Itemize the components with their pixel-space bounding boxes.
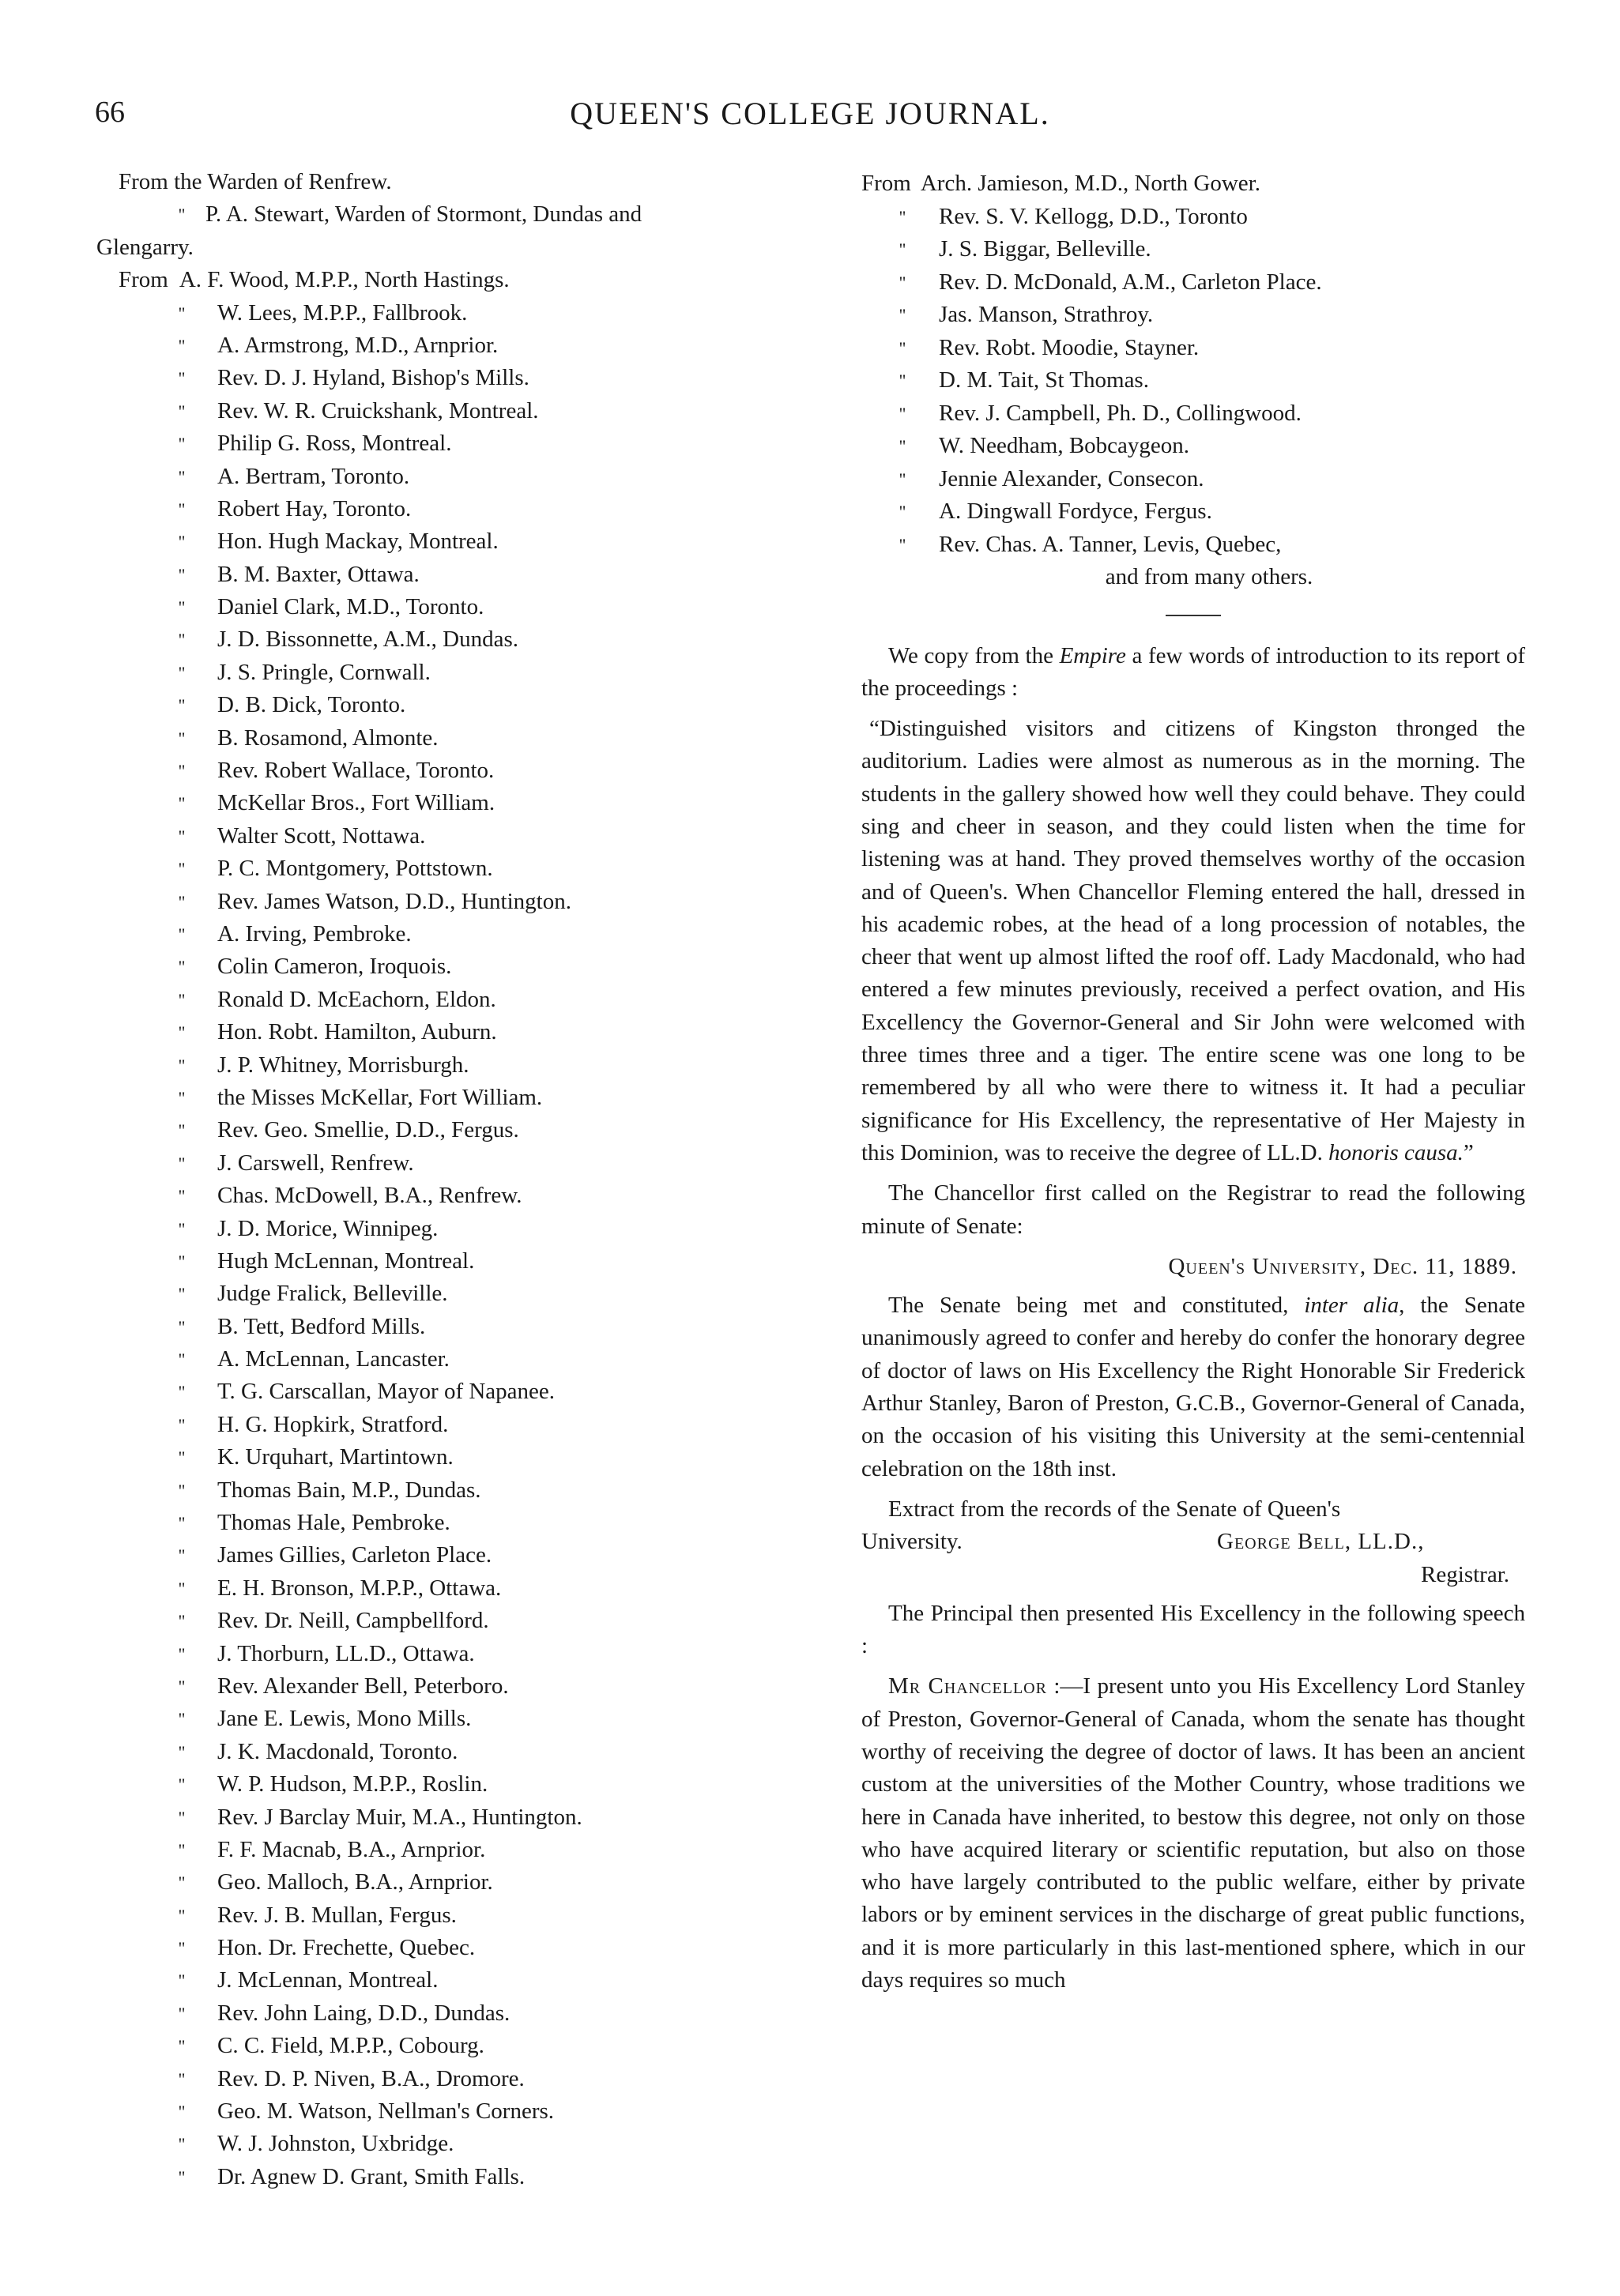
list-item-name: Ronald D. McEachorn, Eldon.	[217, 986, 496, 1012]
list-item-name: J. S. Biggar, Belleville.	[939, 236, 1151, 262]
list-item-name: D. M. Tait, St Thomas.	[939, 367, 1149, 393]
list-item	[119, 755, 798, 787]
list-item	[861, 495, 1525, 529]
ditto-mark: "	[178, 1447, 186, 1468]
list-item	[861, 529, 1525, 562]
list-item	[119, 1670, 798, 1703]
list-item-name: Rev. Geo. Smellie, D.D., Fergus.	[217, 1117, 519, 1143]
ditto-mark: "	[178, 1251, 186, 1271]
list-item	[119, 918, 798, 950]
list-item-name: W. P. Hudson, M.P.P., Roslin.	[217, 1771, 488, 1797]
list-item	[119, 1932, 798, 1964]
list-item-name: Geo. M. Watson, Nellman's Corners.	[217, 2098, 555, 2125]
list-item-name: J. K. Macdonald, Toronto.	[217, 1738, 458, 1764]
section-rule	[1166, 615, 1221, 616]
ditto-mark: "	[178, 205, 186, 225]
list-item-name: Hugh McLennan, Montreal.	[217, 1248, 475, 1274]
ditto-mark: "	[899, 206, 906, 227]
list-item	[119, 1441, 798, 1474]
list-item	[119, 2030, 798, 2062]
list-item	[861, 266, 1525, 299]
ditto-mark: "	[178, 564, 186, 585]
ditto-mark: "	[899, 469, 906, 489]
list-item-name: the Misses McKellar, Fort William.	[217, 1084, 543, 1110]
ditto-mark: "	[899, 534, 906, 555]
ditto-mark: "	[178, 1775, 186, 1795]
ditto-mark: "	[178, 1153, 186, 1173]
list-item	[119, 1964, 798, 1997]
ditto-mark: "	[178, 597, 186, 618]
right-column	[861, 167, 1525, 2004]
ditto-mark: "	[178, 335, 186, 356]
list-item-name: A. McLennan, Lancaster.	[217, 1346, 450, 1372]
list-item-name: J. P. Whitney, Morrisburgh.	[217, 1052, 469, 1078]
list-item	[119, 950, 798, 983]
list-item	[119, 1016, 798, 1048]
ditto-mark: "	[178, 1839, 186, 1860]
list-item	[119, 2095, 798, 2128]
list-item	[119, 1539, 798, 1571]
ditto-mark: "	[178, 695, 186, 716]
list-item	[119, 1082, 798, 1114]
list-item	[119, 1866, 798, 1899]
list-item	[119, 657, 798, 689]
list-item	[119, 689, 798, 721]
empire-intro: We copy from the Empire a few words of introduction to its report of the proceedings :	[861, 642, 1525, 701]
ditto-mark: "	[178, 1938, 186, 1959]
ditto-mark: "	[178, 1643, 186, 1664]
principal-speech: Mr Chancellor :—I present unto you His Excellency Lord Stanley of Preston, Governor-General of Canada, whom the senate has thought worthy of receiving the degree of doctor of laws. It has been an ancient custom at the universities of the Mother Country, whose traditions we here in Canada have inherited, to bestow this degree, not only on those who have acquired literary or scientific reputation, but also on those who have largely contributed to the public welfare, either by private labors or by eminent services in the discharge of great public functions, and it is more particularly in this last-mentioned sphere, which in our days requires so much	[861, 1673, 1525, 1993]
list-item	[119, 1572, 798, 1605]
list-item	[119, 853, 798, 885]
ditto-mark: "	[178, 957, 186, 977]
list-item	[861, 397, 1525, 431]
list-item	[119, 787, 798, 819]
ditto-mark: "	[178, 761, 186, 781]
list-item	[119, 2128, 798, 2160]
ditto-mark: "	[178, 532, 186, 552]
list-item-name: Rev. J. Campbell, Ph. D., Collingwood.	[939, 400, 1302, 426]
list-item-name: Robert Hay, Toronto.	[217, 495, 412, 521]
list-item	[119, 1801, 798, 1834]
list-item-name: Rev. J. B. Mullan, Fergus.	[217, 1902, 457, 1928]
ditto-mark: "	[899, 403, 906, 423]
list-item	[119, 395, 798, 427]
list-item-name: J. S. Pringle, Cornwall.	[217, 659, 431, 685]
list-item-name: McKellar Bros., Fort William.	[217, 790, 495, 816]
list-item	[119, 329, 798, 362]
list-item	[119, 1278, 798, 1310]
ditto-mark: "	[178, 2102, 186, 2122]
list-item-name: Rev. Robt. Moodie, Stayner.	[939, 334, 1200, 360]
list-item-name: A. Dingwall Fordyce, Fergus.	[939, 499, 1212, 524]
list-item-name: A. Irving, Pembroke.	[217, 920, 412, 947]
ditto-mark: "	[178, 2068, 186, 2089]
list-item-name: B. M. Baxter, Ottawa.	[217, 561, 420, 587]
list-item-name: Dr. Agnew D. Grant, Smith Falls.	[217, 2163, 526, 2189]
list-item	[119, 559, 798, 591]
list-item-name: Rev. James Watson, D.D., Huntington.	[217, 888, 571, 914]
list-item	[119, 297, 798, 329]
list-item	[119, 1507, 798, 1539]
ditto-mark: "	[178, 989, 186, 1010]
list-item	[119, 427, 798, 460]
ditto-mark: "	[178, 368, 186, 389]
from-label: From	[861, 171, 911, 196]
list-item	[119, 2161, 798, 2193]
ditto-mark: "	[178, 1349, 186, 1370]
ditto-mark: "	[178, 1513, 186, 1534]
ditto-mark: "	[899, 239, 906, 259]
list-item-name: Geo. Malloch, B.A., Arnprior.	[217, 1869, 493, 1895]
list-item-name: Jane E. Lewis, Mono Mills.	[217, 1706, 472, 1732]
list-item-name: B. Rosamond, Almonte.	[217, 725, 439, 751]
empire-quote: “Distinguished visitors and citizens of Kingston thronged the auditorium. Ladies were almost as numerous as in the morning. The students in the gallery showed how well they could behave. They could sing and cheer in season, and they could listen when the time for listening was at hand. They proved themselves worthy of the occasion and of Queen's. When Chancellor Fleming entered the hall, dressed in his academic robes, at the head of a long procession of notables, the cheer that went up almost lifted the roof off. Lady Macdonald, who had entered a few minutes previously, received a perfect ovation, and His Excellency the Governor-General and Sir John were welcomed with three times three and a tiger. The entire scene was one long to be remembered by all who were there to witness it. It had a peculiar significance for His Excellency, the representative of Her Majesty in this Dominion, was to receive the degree of LL.D. honoris causa.”	[861, 716, 1525, 1165]
ditto-mark: "	[178, 924, 186, 944]
list-item-name: Jennie Alexander, Consecon.	[939, 465, 1204, 491]
ditto-mark: "	[178, 1218, 186, 1239]
ditto-mark: "	[178, 728, 186, 748]
list-item-name: W. Lees, M.P.P., Fallbrook.	[217, 299, 468, 326]
list-item-name: J. Carswell, Renfrew.	[217, 1150, 414, 1176]
list-item	[119, 1180, 798, 1212]
ditto-mark: "	[899, 305, 906, 325]
list-item-name: Jas. Manson, Strathroy.	[939, 302, 1154, 327]
list-item	[861, 299, 1525, 332]
list-item	[119, 1997, 798, 2030]
list-item-name: W. J. Johnston, Uxbridge.	[217, 2131, 454, 2157]
list-item	[119, 1114, 798, 1146]
ditto-mark: "	[178, 303, 186, 323]
list-item	[119, 1768, 798, 1801]
ditto-mark: "	[178, 1676, 186, 1696]
ditto-mark: "	[178, 891, 186, 912]
page-number: 66	[95, 96, 125, 129]
list-item	[119, 984, 798, 1016]
list-item-name: Rev. Dr. Neill, Campbellford.	[217, 1608, 489, 1634]
ditto-mark: "	[899, 371, 906, 390]
ditto-mark: "	[178, 1087, 186, 1108]
ditto-mark: "	[178, 662, 186, 683]
ditto-mark: "	[178, 1284, 186, 1304]
list-item-name: James Gillies, Carleton Place.	[217, 1542, 492, 1568]
list-item	[119, 722, 798, 755]
warden-line: From the Warden of Renfrew.	[119, 169, 392, 194]
list-item-name: Rev. John Laing, D.D., Dundas.	[217, 2000, 510, 2026]
ditto-mark: "	[178, 1480, 186, 1500]
stewart-line-cont: Glengarry.	[96, 234, 194, 260]
list-item-name: B. Tett, Bedford Mills.	[217, 1313, 426, 1339]
journal-title: QUEEN'S COLLEGE JOURNAL.	[570, 96, 1050, 131]
ditto-mark: "	[178, 1611, 186, 1632]
ditto-mark: "	[178, 1120, 186, 1141]
list-item-name: K. Urquhart, Martintown.	[217, 1444, 454, 1470]
list-item-name: P. C. Montgomery, Pottstown.	[217, 856, 493, 882]
list-item	[119, 886, 798, 918]
signer-name: George Bell, LL.D.,	[1217, 1529, 1425, 1555]
list-item	[119, 1834, 798, 1866]
ditto-mark: "	[178, 2003, 186, 2023]
list-item-name: Rev. W. R. Cruickshank, Montreal.	[217, 397, 539, 423]
ditto-mark: "	[178, 1022, 186, 1043]
ditto-mark: "	[178, 1709, 186, 1730]
ditto-mark: "	[178, 1807, 186, 1827]
list-item	[119, 820, 798, 853]
list-item-name: T. G. Carscallan, Mayor of Napanee.	[217, 1379, 556, 1405]
list-item-name: J. McLennan, Montreal.	[217, 1967, 439, 1993]
list-item	[119, 1213, 798, 1245]
ditto-mark: "	[178, 499, 186, 519]
ditto-mark: "	[178, 1873, 186, 1893]
list-item-name: Judge Fralick, Belleville.	[217, 1281, 448, 1307]
list-item	[119, 1474, 798, 1507]
list-item	[861, 430, 1525, 463]
list-item-name: Rev. J Barclay Muir, M.A., Huntington.	[217, 1804, 582, 1830]
list-item	[119, 1703, 798, 1735]
from-label: From	[119, 267, 168, 293]
list-item-name: Thomas Hale, Pembroke.	[217, 1510, 450, 1536]
ditto-mark: "	[178, 826, 186, 846]
ditto-mark: "	[178, 1545, 186, 1566]
list-item	[861, 364, 1525, 397]
left-column	[96, 166, 798, 2193]
list-item	[861, 463, 1525, 496]
list-item	[119, 1245, 798, 1278]
list-item	[861, 233, 1525, 266]
list-item-name: F. F. Macnab, B.A., Arnprior.	[217, 1836, 486, 1862]
list-item-name: Hon. Robt. Hamilton, Auburn.	[217, 1019, 497, 1045]
list-item-name: Hon. Dr. Frechette, Quebec.	[217, 1935, 476, 1961]
list-item-name: Philip G. Ross, Montreal.	[217, 431, 452, 457]
list-item	[119, 1605, 798, 1637]
list-item	[119, 591, 798, 623]
list-item-name: A. Bertram, Toronto.	[217, 463, 410, 489]
ditto-mark: "	[178, 1741, 186, 1762]
ditto-mark: "	[178, 2036, 186, 2057]
ditto-mark: "	[178, 434, 186, 454]
extract-line: Extract from the records of the Senate of Queen's	[888, 1496, 1341, 1522]
ditto-mark: "	[178, 1905, 186, 1925]
list-item-name: Rev. Robert Wallace, Toronto.	[217, 758, 495, 784]
list-item-name: Thomas Bain, M.P., Dundas.	[217, 1477, 481, 1503]
signature-row: University. George Bell, LL.D.,	[861, 1526, 1525, 1558]
list-item-name: Chas. McDowell, B.A., Renfrew.	[217, 1183, 522, 1209]
list-item-name: J. Thorburn, LL.D., Ottawa.	[217, 1640, 475, 1666]
list-item	[861, 201, 1525, 234]
senate-minute: The Senate being met and constituted, inter alia, the Senate unanimously agreed to confer and hereby do confer the honorary degree of doctor of laws on His Excellency the Right Honorable Sir Frederick Arthur Stanley, Baron of Preston, G.C.B., Governor-General of Canada, on the occasion of his visiting this University at the semi-centennial celebration on the 18th inst.	[861, 1293, 1525, 1481]
list-item-name: D. B. Dick, Toronto.	[217, 692, 406, 718]
list-item	[119, 493, 798, 525]
list-item-name: Rev. Chas. A. Tanner, Levis, Quebec,	[939, 531, 1282, 557]
principal-paragraph: The Principal then presented His Excellency in the following speech :	[861, 1600, 1525, 1659]
list-item	[119, 2063, 798, 2095]
first-from-entry: From A. F. Wood, M.P.P., North Hastings.	[119, 267, 510, 293]
registrar-title: Registrar.	[1421, 1561, 1509, 1587]
list-item	[119, 623, 798, 656]
list-item	[119, 1638, 798, 1670]
list-item	[119, 1736, 798, 1768]
ditto-mark: "	[899, 272, 906, 292]
list-item	[119, 1409, 798, 1441]
list-item-name: Colin Cameron, Iroquois.	[217, 954, 452, 980]
ditto-mark: "	[899, 502, 906, 521]
ditto-mark: "	[178, 630, 186, 650]
ditto-mark: "	[178, 793, 186, 814]
ditto-mark: "	[178, 2134, 186, 2155]
ditto-mark: "	[178, 1414, 186, 1435]
list-item-name: Rev. D. McDonald, A.M., Carleton Place.	[939, 269, 1322, 295]
list-item-name: J. D. Morice, Winnipeg.	[217, 1215, 439, 1241]
list-item-name: Rev. S. V. Kellogg, D.D., Toronto	[939, 203, 1248, 229]
list-item-name: Daniel Clark, M.D., Toronto.	[217, 594, 484, 620]
ditto-mark: "	[178, 1186, 186, 1206]
ditto-mark: "	[178, 401, 186, 421]
ditto-mark: "	[178, 1578, 186, 1598]
ditto-mark: "	[178, 1382, 186, 1402]
list-item-name: Walter Scott, Nottawa.	[217, 822, 426, 849]
list-item-name: A. Armstrong, M.D., Arnprior.	[217, 332, 499, 358]
many-others-line: and from many others.	[1105, 564, 1313, 589]
list-item	[119, 1049, 798, 1082]
list-item-name: W. Needham, Bobcaygeon.	[939, 433, 1190, 458]
list-item-name: Rev. D. J. Hyland, Bishop's Mills.	[217, 365, 529, 391]
ditto-mark: "	[178, 2166, 186, 2187]
list-item	[119, 1899, 798, 1932]
list-item	[119, 1147, 798, 1180]
chancellor-paragraph: The Chancellor first called on the Registrar to read the following minute of Senate:	[861, 1180, 1525, 1239]
list-item-name: J. D. Bissonnette, A.M., Dundas.	[217, 627, 519, 653]
minute-date: Queen's University, Dec. 11, 1889.	[1168, 1253, 1517, 1279]
ditto-mark: "	[899, 337, 906, 358]
ditto-mark: "	[178, 1316, 186, 1337]
list-item	[861, 332, 1525, 365]
list-item-name: C. C. Field, M.P.P., Cobourg.	[217, 2033, 484, 2059]
ditto-mark: "	[178, 1055, 186, 1075]
list-item-name: Rev. Alexander Bell, Peterboro.	[217, 1673, 509, 1699]
list-item-name: H. G. Hopkirk, Stratford.	[217, 1411, 449, 1437]
list-item	[119, 461, 798, 493]
list-item-name: Hon. Hugh Mackay, Montreal.	[217, 529, 499, 555]
left-name-list	[119, 297, 798, 2194]
list-item	[119, 1376, 798, 1408]
list-item	[119, 1311, 798, 1343]
list-item	[119, 1343, 798, 1376]
list-item-name: E. H. Bronson, M.P.P., Ottawa.	[217, 1575, 502, 1601]
list-item	[119, 525, 798, 558]
stewart-line: " P. A. Stewart, Warden of Stormont, Dundas and	[119, 198, 798, 231]
ditto-mark: "	[899, 436, 906, 456]
ditto-mark: "	[178, 466, 186, 487]
list-item-name: Rev. D. P. Niven, B.A., Dromore.	[217, 2065, 525, 2091]
right-first-from-entry: From Arch. Jamieson, M.D., North Gower.	[861, 171, 1260, 196]
right-name-list	[861, 201, 1525, 562]
ditto-mark: "	[178, 859, 186, 879]
ditto-mark: "	[178, 1970, 186, 1991]
list-item	[119, 362, 798, 394]
